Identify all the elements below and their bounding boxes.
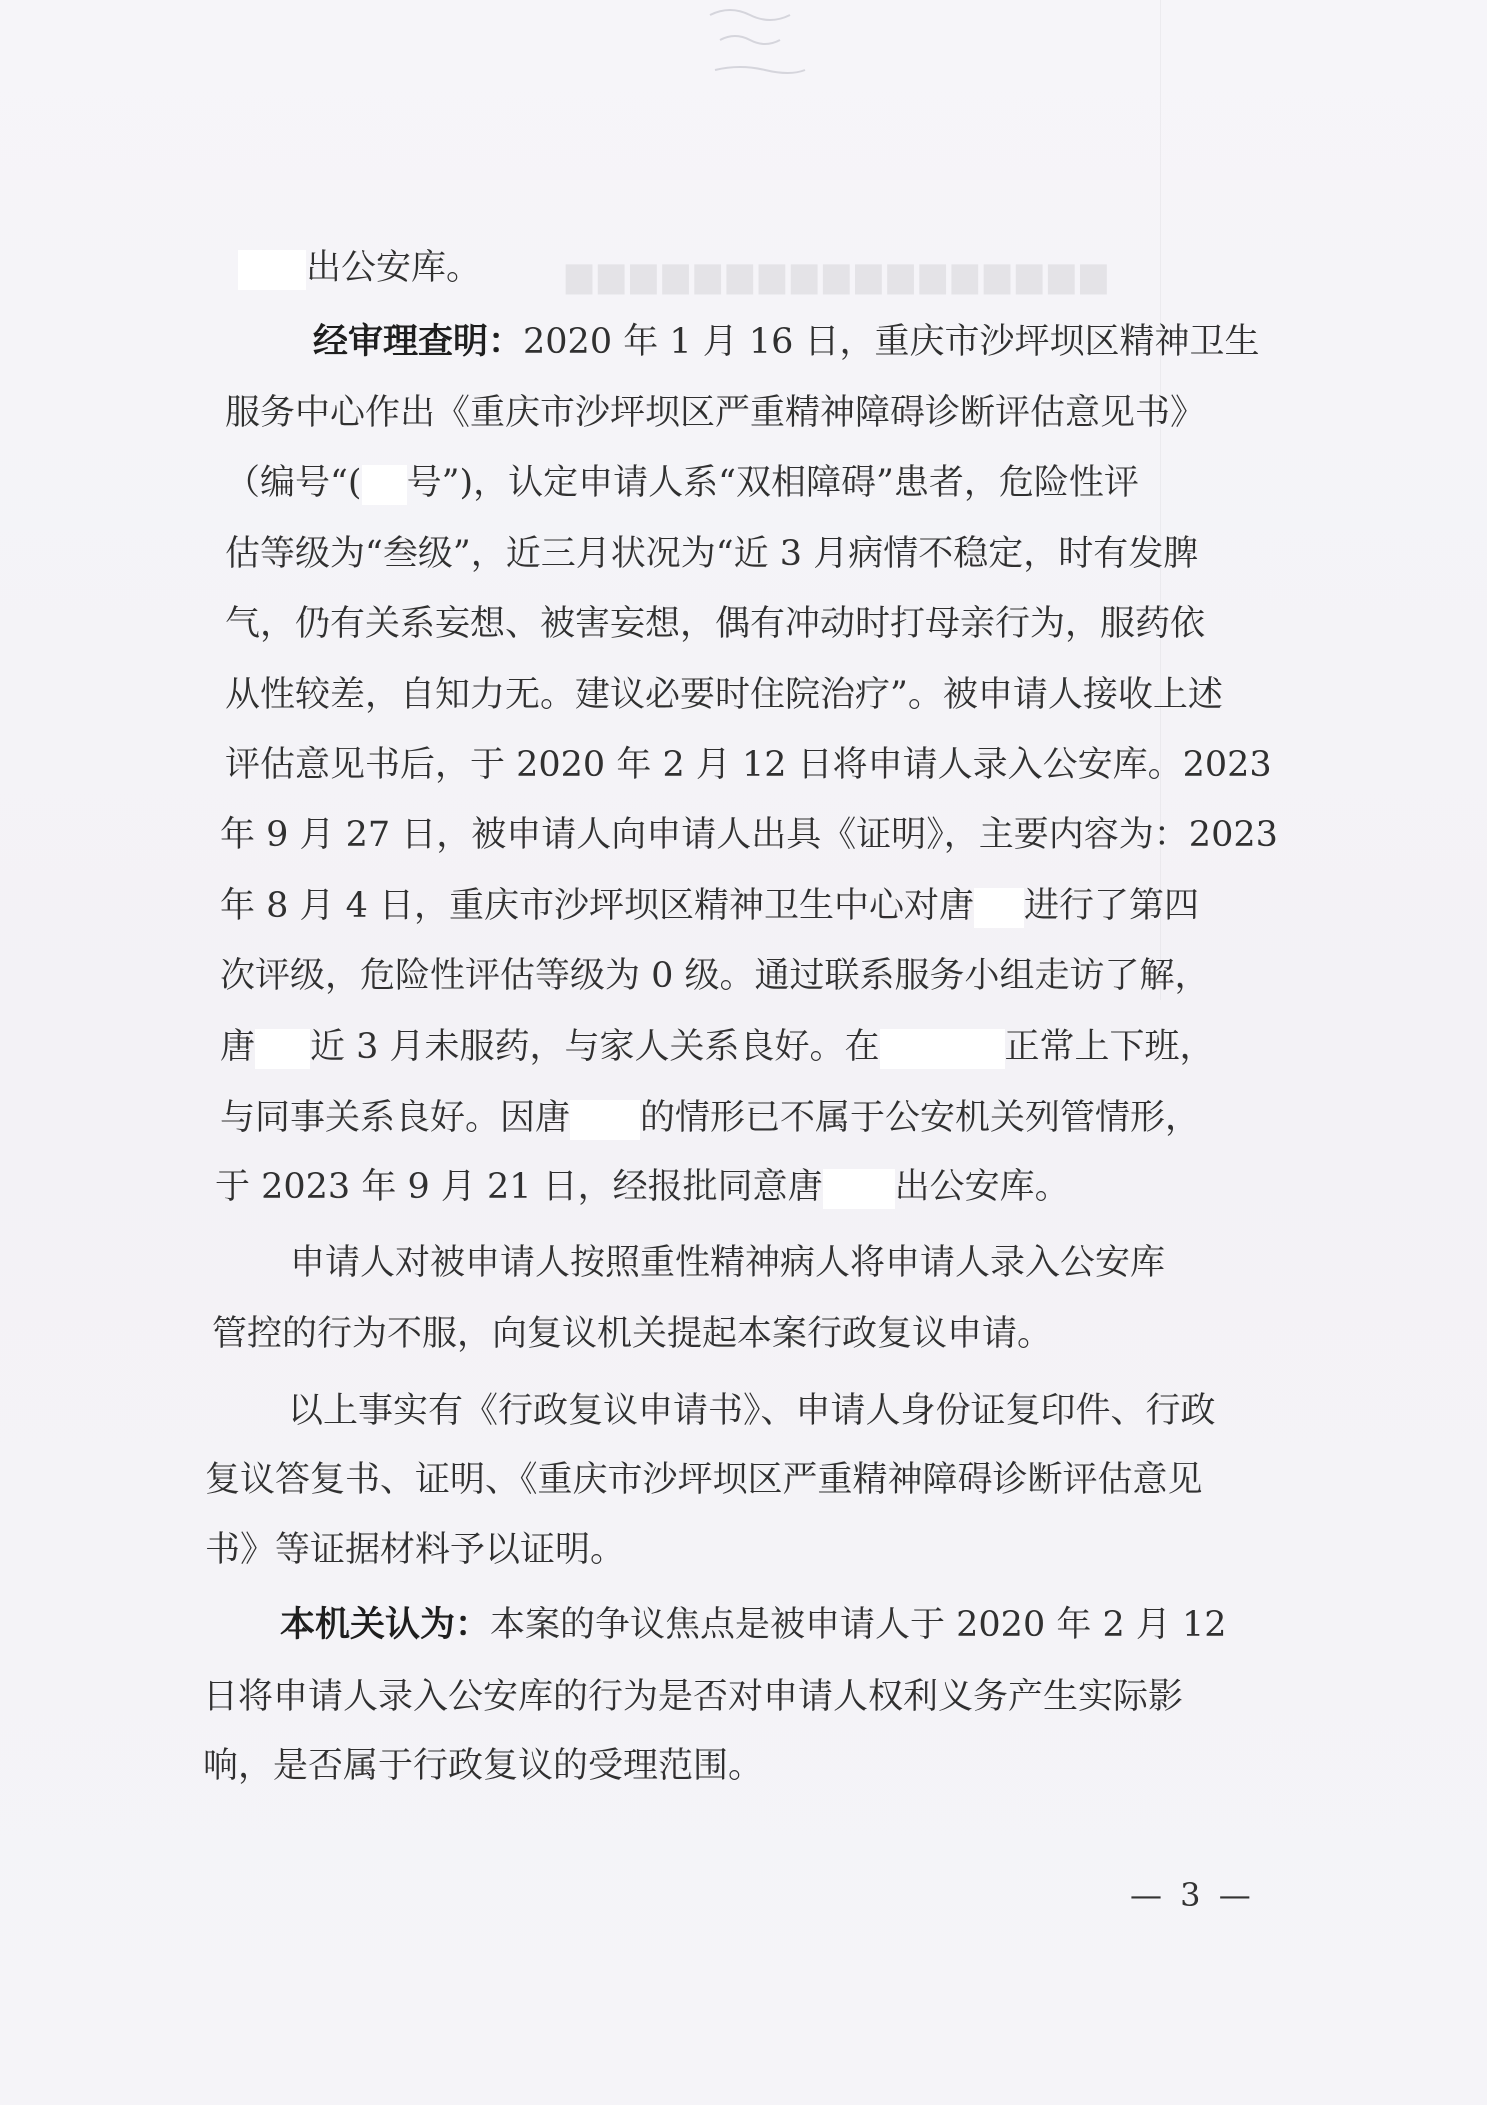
redaction-box [362,465,407,505]
line-text: 出公安库。 [894,1167,1070,1207]
redaction-box [570,1100,640,1140]
text-line [288,1391,1216,1431]
line-text: 估等级为“叁级”，近三月状况为“近 3 月病情不稳定，时有发脾 [225,534,1199,574]
line-text: 进行了第四 [1024,886,1200,926]
stamp-bleed-mark [690,0,820,90]
text-line [220,886,1199,928]
text-line [225,604,1205,644]
line-text: 次评级，危险性评估等级为 0 级。通过联系服务小组走访了解， [220,956,1210,996]
page-number: — 3 — [1130,1876,1255,1914]
bleed-through-text: ▆▆▆▆▆▆▆▆▆▆▆▆▆▆▆▆▆ [560,255,1107,295]
text-line [280,1605,1227,1645]
text-line [220,1098,1200,1140]
line-text: 书》等证据材料予以证明。 [205,1530,626,1570]
section-heading-opinion: 本机关认为： [280,1605,491,1645]
text-line [205,1460,1203,1500]
line-text: 响，是否属于行政复议的受理范围。 [203,1746,764,1786]
section-heading-findings: 经审理查明： [313,322,524,362]
line-text: 唐 [220,1027,256,1067]
line-text: 近 3 月未服药，与家人关系良好。在 [310,1027,880,1067]
redaction-box [823,1169,895,1209]
text-line [205,1530,625,1570]
line-text: 号”)，认定申请人系“双相障碍”患者，危险性评 [406,463,1139,503]
line-text: 气，仍有关系妄想、被害妄想，偶有冲动时打母亲行为，服药依 [225,604,1206,644]
line-text: 本案的争议焦点是被申请人于 2020 年 2 月 12 [490,1605,1227,1645]
text-line [220,1027,1215,1069]
line-text: 的情形已不属于公安机关列管情形， [640,1098,1201,1138]
line-text: 管控的行为不服，向复议机关提起本案行政复议申请。 [212,1314,1053,1354]
line-text: 服务中心作出《重庆市沙坪坝区严重精神障碍诊断评估意见书》 [225,393,1206,433]
redaction-box [238,250,306,290]
text-line [225,675,1223,715]
redaction-box [255,1029,310,1069]
text-line [225,534,1198,574]
line-text: 于 2023 年 9 月 21 日，经报批同意唐 [215,1167,823,1207]
line-text: 日将申请人录入公安库的行为是否对申请人权利义务产生实际影 [203,1677,1184,1717]
line-text: 与同事关系良好。因唐 [220,1098,571,1138]
line-text: 出公安库。 [306,248,482,288]
line-text: 申请人对被申请人按照重性精神病人将申请人录入公安库 [290,1243,1166,1283]
line-text: 评估意见书后，于 2020 年 2 月 12 日将申请人录入公安库。2023 [225,745,1272,785]
line-text: 正常上下班， [1004,1027,1215,1067]
line-text: 复议答复书、证明、《重庆市沙坪坝区严重精神障碍诊断评估意见 [205,1460,1203,1500]
line-text: 年 8 月 4 日，重庆市沙坪坝区精神卫生中心对唐 [220,886,975,926]
text-line [225,463,1139,505]
text-line [225,745,1272,785]
line-text: 从性较差，自知力无。建议必要时住院治疗”。被申请人接收上述 [225,675,1223,715]
redaction-box [880,1029,1005,1069]
line-text: （编号“( [225,463,362,503]
line-text: 2020 年 1 月 16 日，重庆市沙坪坝区精神卫生 [523,322,1260,362]
line-text: 以上事实有《行政复议申请书》、申请人身份证复印件、行政 [288,1391,1216,1431]
text-line [220,815,1278,855]
text-line [290,1243,1165,1283]
text-line [203,1677,1183,1717]
text-line [215,1167,1070,1209]
text-line [212,1314,1052,1354]
line-text: 年 9 月 27 日，被申请人向申请人出具《证明》，主要内容为：2023 [220,815,1278,855]
text-line [238,248,481,290]
text-line [225,393,1205,433]
redaction-box [974,888,1024,928]
text-line [203,1746,763,1786]
text-line [220,956,1210,996]
text-line [313,322,1260,362]
